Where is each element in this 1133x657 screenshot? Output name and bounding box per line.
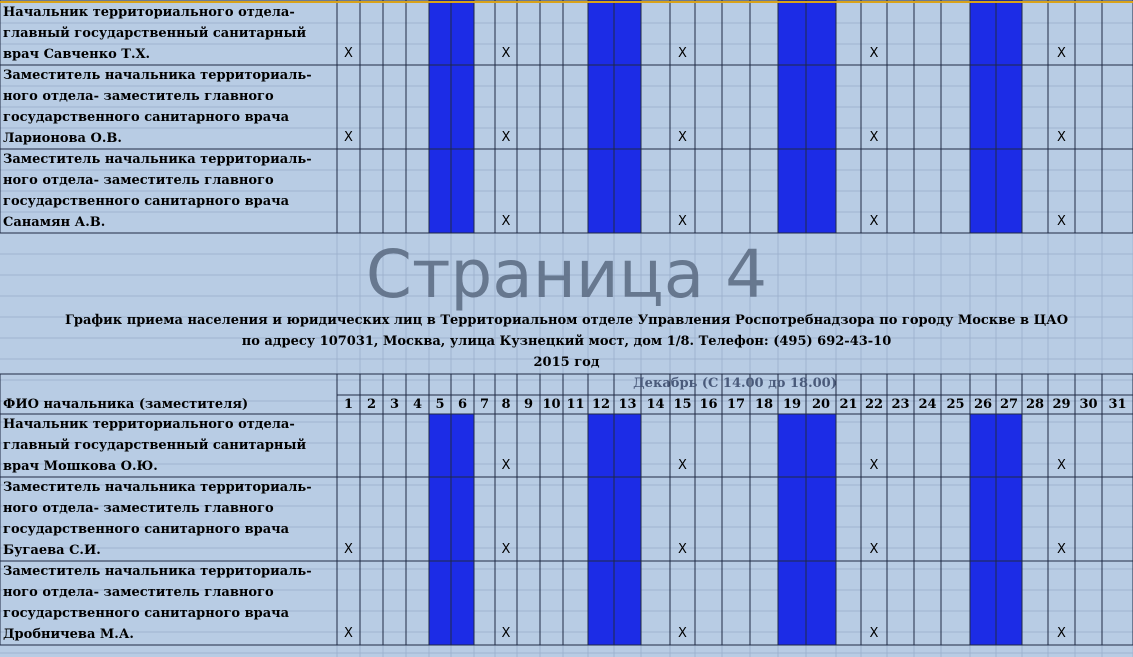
prev-row-name-line: Санамян А.В. [3, 215, 106, 230]
row-name-line: государственного санитарного врача [3, 606, 290, 621]
prev-row-name-line: Начальник территориального отдела- [3, 5, 295, 20]
prev-row-mark-day-15: X [678, 214, 687, 229]
row-mark-day-22: X [869, 542, 879, 557]
row-name-line: Заместитель начальника территориаль- [3, 564, 312, 579]
weekend-column-27 [996, 414, 1022, 645]
row-mark-day-15: X [678, 626, 687, 641]
day-header-15: 15 [673, 397, 692, 412]
weekend-column-13 [614, 0, 641, 233]
prev-row-name-line: врач Савченко Т.Х. [3, 47, 151, 62]
schedule-title: График приема населения и юридических лиц в Территориальном отделе Управления Роспотребнадзора по городу Москве в ЦАО [64, 313, 1069, 328]
row-name-line: Начальник территориального отдела- [3, 417, 295, 432]
day-header-28: 28 [1025, 397, 1045, 412]
day-header-20: 20 [811, 397, 831, 412]
weekend-column-5 [429, 0, 451, 233]
weekend-column-5 [429, 414, 451, 645]
day-header-11: 11 [566, 397, 585, 412]
prev-row-mark-day-29: X [1057, 214, 1066, 229]
weekend-column-20 [806, 0, 836, 233]
schedule-address: по адресу 107031, Москва, улица Кузнецкий мост, дом 1/8. Телефон: (495) 692-43-10 [241, 334, 892, 349]
prev-row-name-line: Заместитель начальника территориаль- [3, 152, 312, 167]
row-name-line: государственного санитарного врача [3, 522, 290, 537]
row-mark-day-29: X [1057, 626, 1066, 641]
prev-row-name-line: главный государственный санитарный [3, 26, 307, 41]
weekend-column-6 [451, 0, 474, 233]
prev-row-mark-day-22: X [869, 214, 879, 229]
weekend-column-12 [588, 0, 614, 233]
weekend-column-19 [778, 414, 806, 645]
day-header-6: 6 [457, 397, 468, 412]
row-mark-day-8: X [501, 542, 511, 557]
day-header-3: 3 [389, 397, 400, 412]
day-header-24: 24 [918, 397, 937, 412]
prev-row-mark-day-22: X [869, 46, 879, 61]
weekend-column-26 [970, 0, 996, 233]
prev-row-mark-day-22: X [869, 130, 879, 145]
day-header-16: 16 [699, 397, 718, 412]
row-mark-day-1: X [344, 542, 353, 557]
day-header-30: 30 [1079, 397, 1098, 412]
name-column-header: ФИО начальника (заместителя) [3, 397, 249, 412]
prev-row-mark-day-29: X [1057, 130, 1066, 145]
row-mark-day-22: X [869, 626, 879, 641]
prev-row-name-line: Заместитель начальника территориаль- [3, 68, 312, 83]
day-header-27: 27 [999, 397, 1019, 412]
prev-row-name-line: ного отдела- заместитель главного [3, 173, 274, 188]
day-header-19: 19 [782, 397, 802, 412]
weekend-column-12 [588, 414, 614, 645]
day-header-4: 4 [412, 397, 423, 412]
schedule-year: 2015 год [533, 355, 600, 370]
day-header-29: 29 [1052, 397, 1071, 412]
prev-row-mark-day-8: X [501, 214, 511, 229]
prev-row-mark-day-8: X [501, 130, 511, 145]
row-mark-day-15: X [678, 458, 687, 473]
prev-row-name-line: ного отдела- заместитель главного [3, 89, 274, 104]
day-header-14: 14 [646, 397, 665, 412]
day-header-23: 23 [891, 397, 910, 412]
day-header-9: 9 [523, 397, 534, 412]
row-name-line: главный государственный санитарный [3, 438, 307, 453]
prev-row-mark-day-1: X [344, 46, 353, 61]
day-header-12: 12 [591, 397, 611, 412]
day-header-10: 10 [542, 397, 561, 412]
day-header-7: 7 [479, 397, 490, 412]
prev-row-name-line: Ларионова О.В. [3, 131, 122, 146]
prev-row-mark-day-15: X [678, 46, 687, 61]
row-name-line: Бугаева С.И. [3, 543, 101, 558]
row-mark-day-8: X [501, 626, 511, 641]
row-name-line: ного отдела- заместитель главного [3, 585, 274, 600]
prev-row-mark-day-1: X [344, 130, 353, 145]
row-name-line: врач Мошкова О.Ю. [3, 459, 158, 474]
weekend-column-13 [614, 414, 641, 645]
weekend-column-19 [778, 0, 806, 233]
row-mark-day-15: X [678, 542, 687, 557]
month-header: Декабрь (С 14.00 до 18.00) [633, 376, 837, 391]
day-header-31: 31 [1108, 397, 1127, 412]
day-header-2: 2 [366, 397, 377, 412]
day-header-5: 5 [435, 397, 445, 412]
prev-row-name-line: государственного санитарного врача [3, 194, 290, 209]
page-watermark: Страница 4 [365, 236, 768, 313]
day-header-25: 25 [946, 397, 965, 412]
day-header-8: 8 [501, 397, 511, 412]
row-name-line: Дробничева М.А. [3, 627, 134, 642]
weekend-column-20 [806, 414, 836, 645]
row-name-line: ного отдела- заместитель главного [3, 501, 274, 516]
weekend-column-27 [996, 0, 1022, 233]
prev-row-mark-day-15: X [678, 130, 687, 145]
day-header-18: 18 [754, 397, 774, 412]
prev-row-mark-day-8: X [501, 46, 511, 61]
row-name-line: Заместитель начальника территориаль- [3, 480, 312, 495]
day-header-26: 26 [973, 397, 993, 412]
row-mark-day-1: X [344, 626, 353, 641]
row-mark-day-29: X [1057, 458, 1066, 473]
row-mark-day-8: X [501, 458, 511, 473]
prev-row-mark-day-29: X [1057, 46, 1066, 61]
row-mark-day-29: X [1057, 542, 1066, 557]
day-header-22: 22 [864, 397, 884, 412]
day-header-21: 21 [839, 397, 858, 412]
weekend-column-26 [970, 414, 996, 645]
day-header-13: 13 [618, 397, 637, 412]
day-header-17: 17 [726, 397, 746, 412]
row-mark-day-22: X [869, 458, 879, 473]
prev-row-name-line: государственного санитарного врача [3, 110, 290, 125]
weekend-column-6 [451, 414, 474, 645]
day-header-1: 1 [343, 397, 354, 412]
